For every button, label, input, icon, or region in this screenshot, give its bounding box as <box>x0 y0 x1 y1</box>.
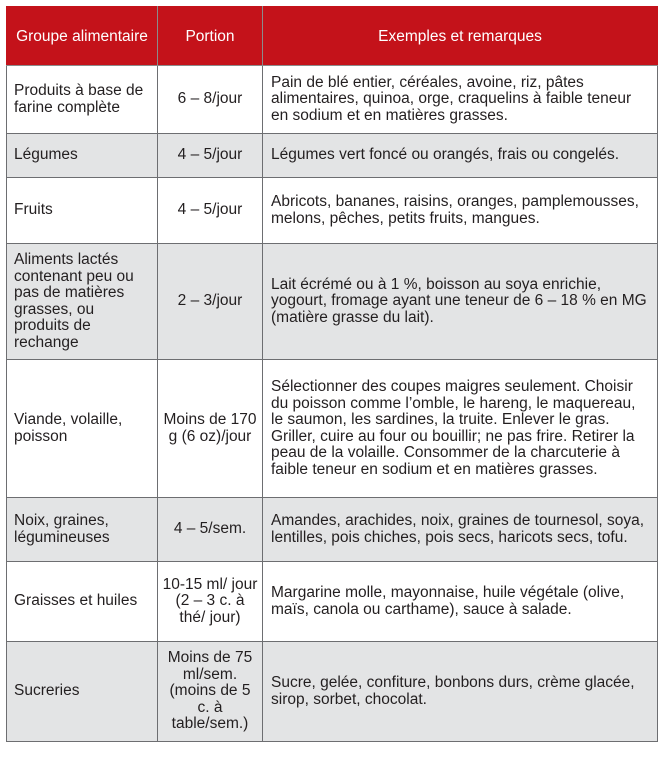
portion-cell: 4 – 5/jour <box>158 178 263 244</box>
portion-cell: 2 – 3/jour <box>158 244 263 360</box>
portion-cell: 4 – 5/jour <box>158 134 263 178</box>
portion-cell: 4 – 5/sem. <box>158 498 263 562</box>
food-groups-table <box>6 6 658 742</box>
examples-cell: Lait écrémé ou à 1 %, boisson au soya enrichie, yogourt, fromage ayant une teneur de 6 – 18 % en MG (matière grasse du lait). <box>263 244 658 360</box>
examples-cell: Pain de blé entier, céréales, avoine, riz, pâtes alimentaires, quinoa, orge, craquelins à faible teneur en sodium et en matières grasses. <box>263 66 658 134</box>
table-header-row <box>7 7 658 66</box>
table-row <box>7 562 658 642</box>
table-row <box>7 134 658 178</box>
table-row <box>7 360 658 498</box>
table-row <box>7 178 658 244</box>
portion-cell: Moins de 170 g (6 oz)/jour <box>158 360 263 498</box>
examples-cell: Amandes, arachides, noix, graines de tournesol, soya, lentilles, pois chiches, pois secs, haricots secs, tofu. <box>263 498 658 562</box>
header-portion: Portion <box>158 7 263 66</box>
food-group-cell: Aliments lactés contenant peu ou pas de matières grasses, ou produits de rechange <box>7 244 158 360</box>
food-group-cell: Légumes <box>7 134 158 178</box>
examples-cell: Légumes vert foncé ou orangés, frais ou congelés. <box>263 134 658 178</box>
food-group-cell: Fruits <box>7 178 158 244</box>
portion-cell: Moins de 75 ml/sem. (moins de 5 c. à table/sem.) <box>158 642 263 742</box>
examples-cell: Sélectionner des coupes maigres seulement. Choisir du poisson comme l’omble, le hareng, le maquereau, le saumon, les sardines, la truite. Enlever le gras. Griller, cuire au four ou bouillir; ne pas frire. Retirer la peau de la volaille. Consommer de la charcuterie à faible teneur en sodium et en matières grasses. <box>263 360 658 498</box>
header-examples: Exemples et remarques <box>263 7 658 66</box>
examples-cell: Sucre, gelée, confiture, bonbons durs, crème glacée, sirop, sorbet, chocolat. <box>263 642 658 742</box>
portion-cell: 6 – 8/jour <box>158 66 263 134</box>
food-group-cell: Sucreries <box>7 642 158 742</box>
table-row <box>7 642 658 742</box>
food-group-cell: Graisses et huiles <box>7 562 158 642</box>
portion-cell: 10-15 ml/ jour (2 – 3 c. à thé/ jour) <box>158 562 263 642</box>
examples-cell: Margarine molle, mayonnaise, huile végétale (olive, maïs, canola ou carthame), sauce à salade. <box>263 562 658 642</box>
food-group-cell: Viande, volaille, poisson <box>7 360 158 498</box>
table-row <box>7 66 658 134</box>
table-row <box>7 244 658 360</box>
food-group-cell: Noix, graines, légumineuses <box>7 498 158 562</box>
header-group: Groupe alimentaire <box>7 7 158 66</box>
table-row <box>7 498 658 562</box>
examples-cell: Abricots, bananes, raisins, oranges, pamplemousses, melons, pêches, petits fruits, mangues. <box>263 178 658 244</box>
food-group-cell: Produits à base de farine complète <box>7 66 158 134</box>
